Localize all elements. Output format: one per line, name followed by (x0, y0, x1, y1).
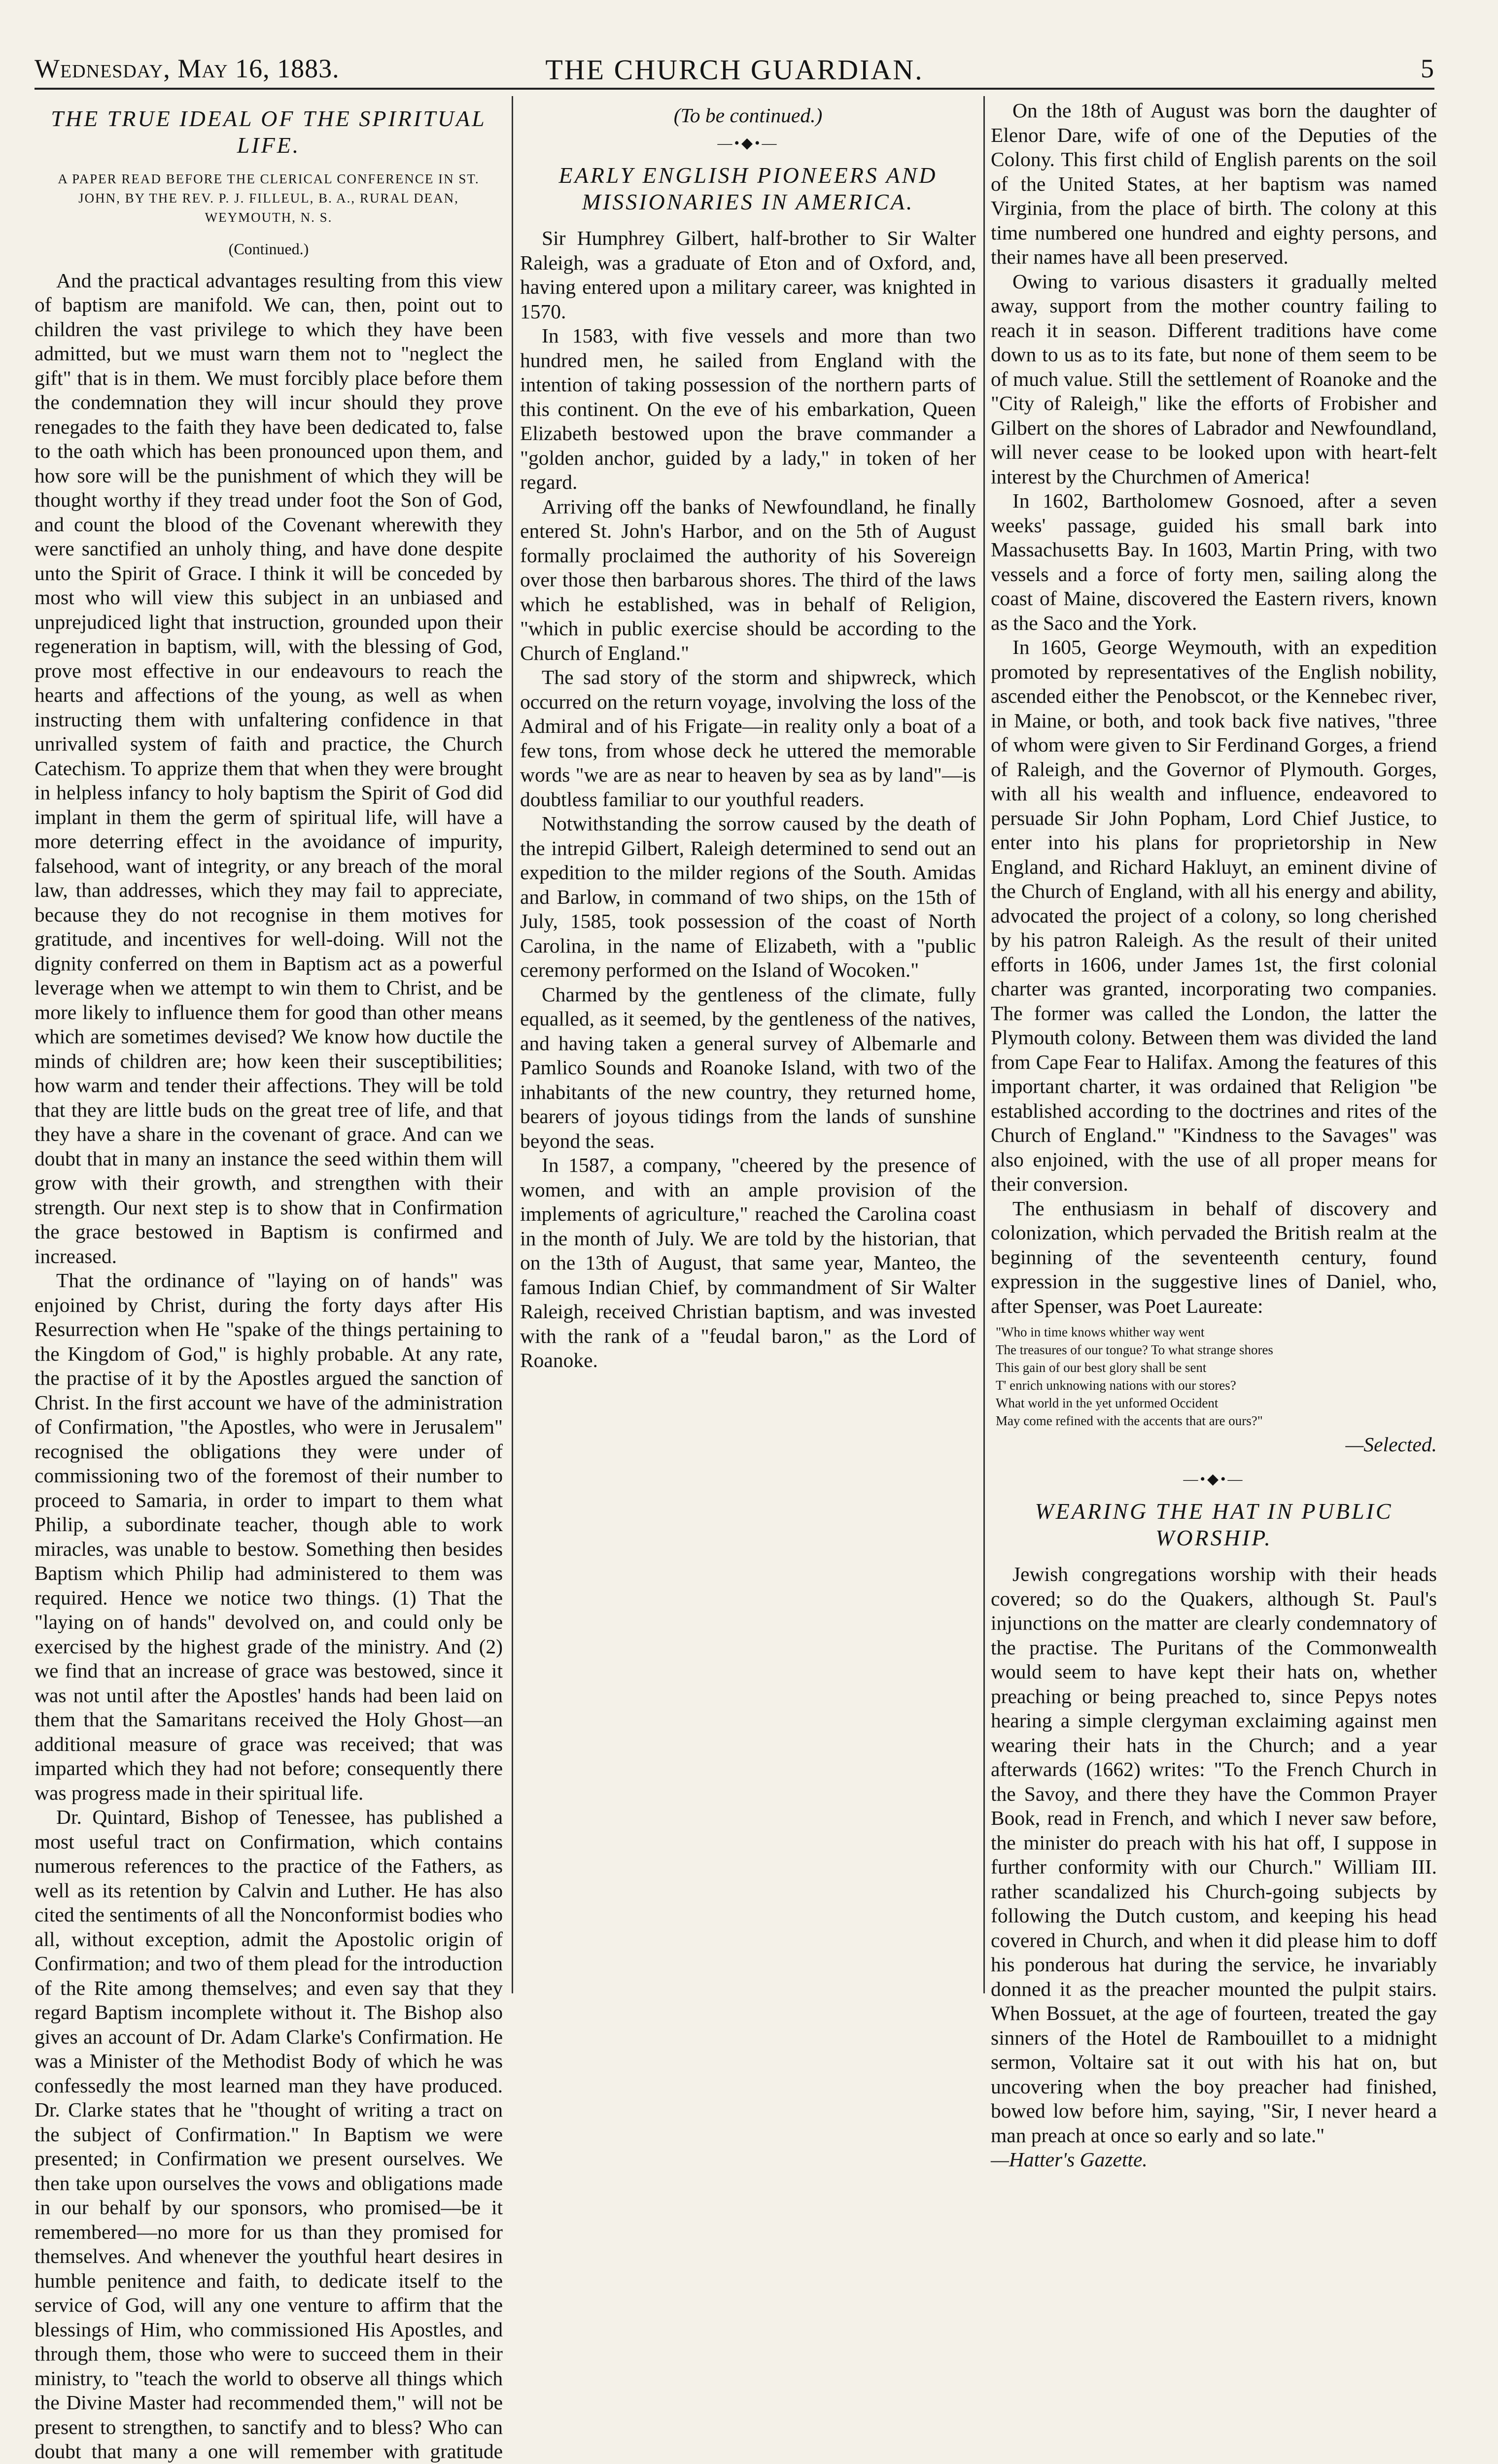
column-2 (520, 99, 976, 1991)
poem-line: The treasures of our tongue? To what strange shores (996, 1342, 1273, 1357)
paragraph: The enthusiasm in behalf of discovery and colonization, which pervaded the British realm at the beginning of the seventeenth century, found expression in the suggestive lines of Daniel, who, after Spenser, was Poet Laureate: (991, 1197, 1437, 1317)
paragraph: And the practical advantages resulting from this view of baptism are manifold. We can, then, point out to children the vast privilege to which they have been admitted, but we must warn them not to "neglect the gift" that is in them. We must forcibly place before them the condemnation they will incur should they prove renegades to the faith they have been dedicated to, false to the oath which has been pronounced upon them, and how sore will be the punishment of which they will be thought worthy if they tread under foot the Son of God, and count the blood of the Covenant wherewith they were sanctified an unholy thing, and have done despite unto the Spirit of Grace. I think it will be conceded by most who will view this subject in an unbiased and unprejudiced light that instruction, grounded upon their regeneration in baptism, will, with the blessing of God, prove most effective in our endeavours to reach the hearts and affections of the young, as well as when instructing them with unfaltering confidence in that unrivalled system of faith and practice, the Church Catechism. To apprize them that when they were brought in helpless infancy to holy baptism the Spirit of God did implant in them the germ of spiritual life, will have a more deterring effect in the avoidance of impurity, falsehood, want of integrity, or any breach of the moral law, than addresses, which they may fail to appreciate, because they do not recognise in them motives for gratitude, and incentives for well-doing. Will not the dignity conferred on them in Baptism act as a powerful leverage when we attempt to win them to Christ, and be more likely to influence them for good than other means which are sometimes devised? We know how ductile the minds of children are; how keen their susceptibilities; how warm and tender their affections. They will be told that they are little buds on the great tree of life, and that they have a share in the covenant of grace. And can we doubt that in many an instance the seed within them will grow with their growth, and strengthen with their strength. Our next step is to show that in Confirmation the grace bestowed in Baptism is confirmed and increased. (35, 269, 503, 1267)
paragraph: Sir Humphrey Gilbert, half-brother to Sir Walter Raleigh, was a graduate of Eton and of Oxford, and, having entered upon a military career, was knighted in 1570. (520, 227, 976, 323)
article-title: THE TRUE IDEAL OF THE SPIRITUAL LIFE. (51, 106, 487, 158)
issue-date: Wednesday, May 16, 1883. (35, 54, 340, 83)
poem-line: May come refined with the accents that are ours?" (996, 1413, 1263, 1428)
column-1 (35, 99, 503, 2463)
paragraph: Dr. Quintard, Bishop of Tenessee, has published a most useful tract on Confirmation, which contains numerous references to the practice of the Fathers, as well as its retention by Calvin and Luther. He has also cited the sentiments of all the Nonconformist bodies who all, without exception, admit the Apostolic origin of Confirmation; and two of them plead for the introduction of the Rite among themselves; and even say that they regard Baptism incomplete without it. The Bishop also gives an account of Dr. Adam Clarke's Confirmation. He was a Minister of the Methodist Body of which he was confessedly the most learned man they have produced. Dr. Clarke states that he "thought of writing a tract on the subject of Confirmation." In Baptism we were presented; in Confirmation we present ourselves. We then take upon ourselves the vows and obligations made in our behalf by our sponsors, who promised—be it remembered—no more for us than they promised for themselves. And whenever the youthful heart desires in humble penitence and faith, to dedicate itself to the service of God, will any one venture to affirm that the blessings of Him, who commissioned His Apostles, and through them, those who were to succeed them in their ministry, to "teach the world to observe all things which the Divine Master had recommended them," will not be present to strengthen, to sanctify and to bless? Who can doubt that many a one will remember with gratitude (35, 1806, 503, 2463)
paragraph: Owing to various disasters it gradually melted away, support from the mother country failing to reach it in season. Different traditions have come down to us as to its fate, but none of them seem to be of much value. Still the settlement of Roanoke and the "City of Raleigh," like the efforts of Frobisher and Gilbert on the shores of Labrador and Newfoundland, will never cease to be looked upon with heart-felt interest by the Churchmen of America! (991, 270, 1437, 488)
article-source: —Selected. (1345, 1433, 1437, 1456)
newspaper-title: THE CHURCH GUARDIAN. (545, 54, 924, 86)
column-divider (983, 96, 985, 1993)
ornament-divider: —•◆•— (1183, 1471, 1245, 1487)
paragraph: In 1583, with five vessels and more than two hundred men, he sailed from England with the intention of taking possession of the northern parts of this continent. On the eve of his embarkation, Queen Elizabeth bestowed upon the brave commander a "golden anchor, guided by a lady," in token of her regard. (520, 324, 976, 493)
article-title: EARLY ENGLISH PIONEERS AND MISSIONARIES IN AMERICA. (558, 163, 938, 214)
ornament-divider: —•◆•— (717, 135, 779, 151)
poem-line: T' enrich unknowing nations with our stores? (996, 1378, 1236, 1393)
paragraph: In 1605, George Weymouth, with an expedition promoted by representatives of the English nobility, ascended either the Penobscot, or the Kennebec river, in Maine, or both, and took back five natives, "three of whom were given to Sir Ferdinand Gorges, a friend of Raleigh, and the Governor of Plymouth. Gorges, with all his wealth and influence, endeavored to persuade Sir John Popham, Lord Chief Justice, to enter into his plans for proprietorship in New England, and Richard Hakluyt, an eminent divine of the Church of England, with all his energy and ability, advocated the project of a colony, so long cherished by his patron Raleigh. As the result of their united efforts in 1606, under James 1st, the first colonial charter was granted, incorporating two companies. The former was called the London, the latter the Plymouth colony. Between them was divided the land from Cape Fear to Halifax. Among the features of this important charter, it was ordained that Religion "be established according to the doctrines and rites of the Church of England." "Kindness to the Savages" was also enjoined, with the use of all proper means for their conversion. (991, 636, 1437, 1195)
poem-line: "Who in time knows whither way went (996, 1325, 1205, 1339)
paragraph: Notwithstanding the sorrow caused by the death of the intrepid Gilbert, Raleigh determined to send out an expedition to the milder regions of the South. Amidas and Barlow, in command of two ships, on the 15th of July, 1585, took possession of the coast of North Carolina, in the name of Elizabeth, with a "public ceremony performed on the Island of Wocoken." (520, 812, 976, 981)
article-source: —Hatter's Gazette. (991, 2148, 1148, 2171)
masthead (35, 53, 1434, 90)
paragraph: In 1587, a company, "cheered by the presence of women, and with an ample provision of the implements of agriculture," reached the Carolina coast in the month of July. We are told by the historian, that on the 13th of August, that same year, Manteo, the famous Indian Chief, by commandment of Sir Walter Raleigh, received Christian baptism, and was invested with the rank of a "feudal baron," as the Lord of Roanoke. (520, 1154, 976, 1371)
paragraph: On the 18th of August was born the daughter of Elenor Dare, wife of one of the Deputies of the Colony. This first child of English parents on the soil of the United States, at her baptism was named Virginia, from the place of birth. The colony at this time numbered one hundred and eighty persons, and their names have all been preserved. (991, 99, 1437, 268)
article-title: WEARING THE HAT IN PUBLIC WORSHIP. (1035, 1499, 1393, 1550)
article-byline: A PAPER READ BEFORE THE CLERICAL CONFERENCE IN ST. JOHN, BY THE REV. P. J. FILLEUL, B. A., RURAL DEAN, WEYMOUTH, N. S. (58, 171, 480, 225)
paragraph: The sad story of the storm and shipwreck, which occurred on the return voyage, involving the loss of the Admiral and of his Frigate—in reality only a boat of a few tons, from whose deck he uttered the memorable words "we are as near to heaven by sea as by land"—is doubtless familiar to our youthful readers. (520, 666, 976, 811)
page-number: 5 (1421, 54, 1434, 83)
column-3 (991, 99, 1437, 2171)
paragraph: In 1602, Bartholomew Gosnoed, after a seven weeks' passage, guided his small bark into Massachusetts Bay. In 1603, Martin Pring, with two vessels and a force of forty men, sailing along the coast of Maine, discovered the Eastern rivers, known as the Saco and the York. (991, 489, 1437, 634)
paragraph: That the ordinance of "laying on of hands" was enjoined by Christ, during the forty days after His Resurrection when He "spake of the things pertaining to the Kingdom of God," is highly probable. At any rate, the practise of it by the Apostles argued the sanction of Christ. In the first account we have of the administration of Confirmation, "the Apostles, who were in Jerusalem" recognised the obligations they were under of commissioning two of the foremost of their number to proceed to Samaria, in order to impart to them what Philip, a subordinate teacher, though able to work miracles, was unable to bestow. Something then besides Baptism which Philip had administered to them was required. Hence we notice two things. (1) That the "laying on of hands" devolved on, and could only be exercised by the highest grade of the ministry. And (2) we find that an increase of grace was bestowed, since it was not until after the Apostles' hands had been laid on them that the Samaritans received the Holy Ghost—an additional measure of grace was received; that was imparted which they had not before; consequently there was progress made in their spiritual life. (35, 1269, 503, 1804)
paragraph: Jewish congregations worship with their heads covered; so do the Quakers, although St. Paul's injunctions on the matter are clearly condemnatory of the practise. The Puritans of the Commonwealth would seem to have kept their hats on, whether preaching or being preached to, since Pepys notes hearing a simple clergyman exclaiming against men wearing their hats in the Church; and a year afterwards (1662) writes: "To the French Church in the Savoy, and there they have the Common Prayer Book, read in French, and which I never saw before, the minister do preach with his hat off, I suppose in further conformity with our Church." William III. rather scandalized his Church-going subjects by following the Dutch custom, and keeping his head covered in Church, and when it did please him to doff his ponderous hat during the service, he invariably donned it as the preacher mounted the pulpit stairs. When Bossuet, at the age of fourteen, treated the gay sinners of the Hotel de Rambouillet to a midnight sermon, Voltaire sat it out with his hat on, but uncovering when the boy preacher had finished, bowed low before him, saying, "Sir, I never heard a man preach at once so early and so late." (991, 1563, 1437, 2147)
poem-line: This gain of our best glory shall be sent (996, 1360, 1207, 1375)
paragraph: Charmed by the gentleness of the climate, fully equalled, as it seemed, by the gentleness of the natives, and having taken a general survey of Albemarle and Pamlico Sounds and Roanoke Island, with two of the inhabitants of the new country, they returned home, bearers of joyous tidings from the lands of sunshine beyond the seas. (520, 983, 976, 1152)
poem (996, 1323, 1437, 1430)
paragraph: Arriving off the banks of Newfoundland, he finally entered St. John's Harbor, and on the 5th of August formally proclaimed the authority of his Sovereign over those then barbarous shores. The third of the laws which he established, was in behalf of Religion, "which in public exercise should be according to the Church of England." (520, 495, 976, 664)
to-be-continued: (To be continued.) (673, 104, 823, 127)
continued-label: (Continued.) (228, 240, 309, 258)
column-divider (512, 96, 513, 1993)
poem-line: What world in the yet unformed Occident (996, 1396, 1219, 1410)
